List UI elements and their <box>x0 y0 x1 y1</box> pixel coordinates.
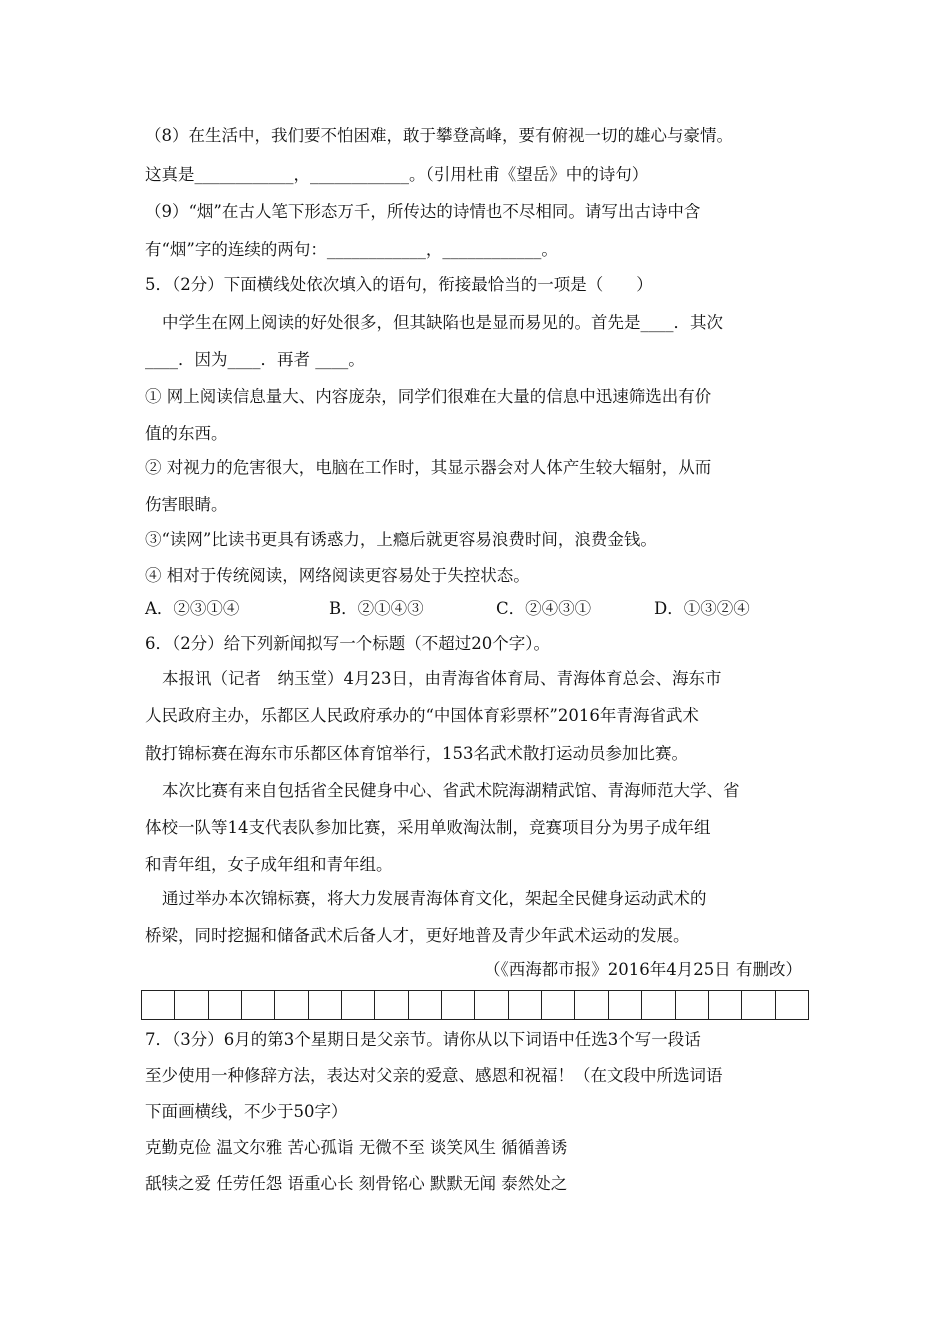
answer-grid-cell[interactable] <box>442 991 475 1019</box>
answer-grid-cell[interactable] <box>375 991 408 1019</box>
q5-passage-line1: 中学生在网上阅读的好处很多，但其缺陷也是显而易见的。首先是____．其次 <box>162 313 723 332</box>
answer-grid-cell[interactable] <box>509 991 542 1019</box>
answer-grid-cell[interactable] <box>309 991 342 1019</box>
q6-answer-grid[interactable] <box>141 990 809 1020</box>
q5-item1-line2: 值的东西。 <box>145 424 228 443</box>
q6-news-p3-line2: 桥梁，同时挖掘和储备武术后备人才，更好地普及青少年武术运动的发展。 <box>145 926 690 945</box>
q6-news-p2-line3: 和青年组，女子成年组和青年组。 <box>145 855 393 874</box>
q5-stem: 5．（2分）下面横线处依次填入的语句，衔接最恰当的一项是（ ） <box>145 275 653 294</box>
q5-item3: ③“读网”比读书更具有诱惑力，上瘾后就更容易浪费时间，浪费金钱。 <box>145 530 657 549</box>
q6-news-p2-line1: 本次比赛有来自包括省全民健身中心、省武术院海湖精武馆、青海师范大学、省 <box>162 781 740 800</box>
q6-news-p1-line3: 散打锦标赛在海东市乐都区体育馆举行，153名武术散打运动员参加比赛。 <box>145 744 688 763</box>
q6-stem: 6．（2分）给下列新闻拟写一个标题（不超过20个字）。 <box>145 634 550 653</box>
q5-option-c: C．②④③① <box>496 599 592 618</box>
answer-grid-cell[interactable] <box>742 991 775 1019</box>
q4-8-line1: （8）在生活中，我们要不怕困难，敢于攀登高峰，要有俯视一切的雄心与豪情。 <box>145 126 733 145</box>
q7-words-line2: 舐犊之爱 任劳任怨 语重心长 刻骨铭心 默默无闻 泰然处之 <box>145 1174 568 1193</box>
q4-9-line1: （9）“烟”在古人笔下形态万千，所传达的诗情也不尽相同。请写出古诗中含 <box>145 202 701 221</box>
q6-news-p1-line2: 人民政府主办，乐都区人民政府承办的“中国体育彩票杯”2016年青海省武术 <box>145 706 699 725</box>
q6-news-p2-line2: 体校一队等14支代表队参加比赛，采用单败淘汰制，竞赛项目分为男子成年组 <box>145 818 711 837</box>
answer-grid-cell[interactable] <box>676 991 709 1019</box>
q4-8-line2: 这真是____________，____________。（引用杜甫《望岳》中的诗句） <box>145 165 649 184</box>
q6-news-p1-line1: 本报讯（记者 纳玉堂）4月23日，由青海省体育局、青海体育总会、海东市 <box>162 669 722 688</box>
q7-stem-line2: 至少使用一种修辞方法，表达对父亲的爱意、感恩和祝福！（在文段中所选词语 <box>145 1066 723 1085</box>
answer-grid-cell[interactable] <box>409 991 442 1019</box>
q7-words-line1: 克勤克俭 温文尔雅 苦心孤诣 无微不至 谈笑风生 循循善诱 <box>145 1138 568 1157</box>
answer-grid-cell[interactable] <box>776 991 808 1019</box>
answer-grid-cell[interactable] <box>709 991 742 1019</box>
answer-grid-cell[interactable] <box>609 991 642 1019</box>
answer-grid-cell[interactable] <box>575 991 608 1019</box>
answer-grid-cell[interactable] <box>475 991 508 1019</box>
q5-option-b: B．②①④③ <box>329 599 424 618</box>
q5-option-a: A．②③①④ <box>145 599 240 618</box>
q4-9-line2: 有“烟”字的连续的两句：____________，____________。 <box>145 240 558 259</box>
q7-stem-line3: 下面画横线，不少于50字） <box>145 1102 348 1121</box>
answer-grid-cell[interactable] <box>175 991 208 1019</box>
answer-grid-cell[interactable] <box>242 991 275 1019</box>
answer-grid-cell[interactable] <box>342 991 375 1019</box>
q5-item2-line1: ② 对视力的危害很大，电脑在工作时，其显示器会对人体产生较大辐射，从而 <box>145 458 712 477</box>
q5-item2-line2: 伤害眼睛。 <box>145 495 228 514</box>
answer-grid-cell[interactable] <box>142 991 175 1019</box>
q5-item4: ④ 相对于传统阅读，网络阅读更容易处于失控状态。 <box>145 566 530 585</box>
q5-option-d: D．①③②④ <box>654 599 750 618</box>
answer-grid-cell[interactable] <box>209 991 242 1019</box>
answer-grid-cell[interactable] <box>275 991 308 1019</box>
answer-grid-cell[interactable] <box>542 991 575 1019</box>
q6-news-p3-line1: 通过举办本次锦标赛，将大力发展青海体育文化，架起全民健身运动武术的 <box>162 889 707 908</box>
q5-passage-line2: ____．因为____．再者 ____。 <box>145 350 365 369</box>
answer-grid-cell[interactable] <box>642 991 675 1019</box>
q6-news-source: （《西海都市报》2016年4月25日 有删改） <box>484 960 802 979</box>
q7-stem-line1: 7．（3分）6月的第3个星期日是父亲节。请你从以下词语中任选3个写一段话 <box>145 1030 701 1049</box>
q5-item1-line1: ① 网上阅读信息量大、内容庞杂，同学们很难在大量的信息中迅速筛选出有价 <box>145 387 712 406</box>
